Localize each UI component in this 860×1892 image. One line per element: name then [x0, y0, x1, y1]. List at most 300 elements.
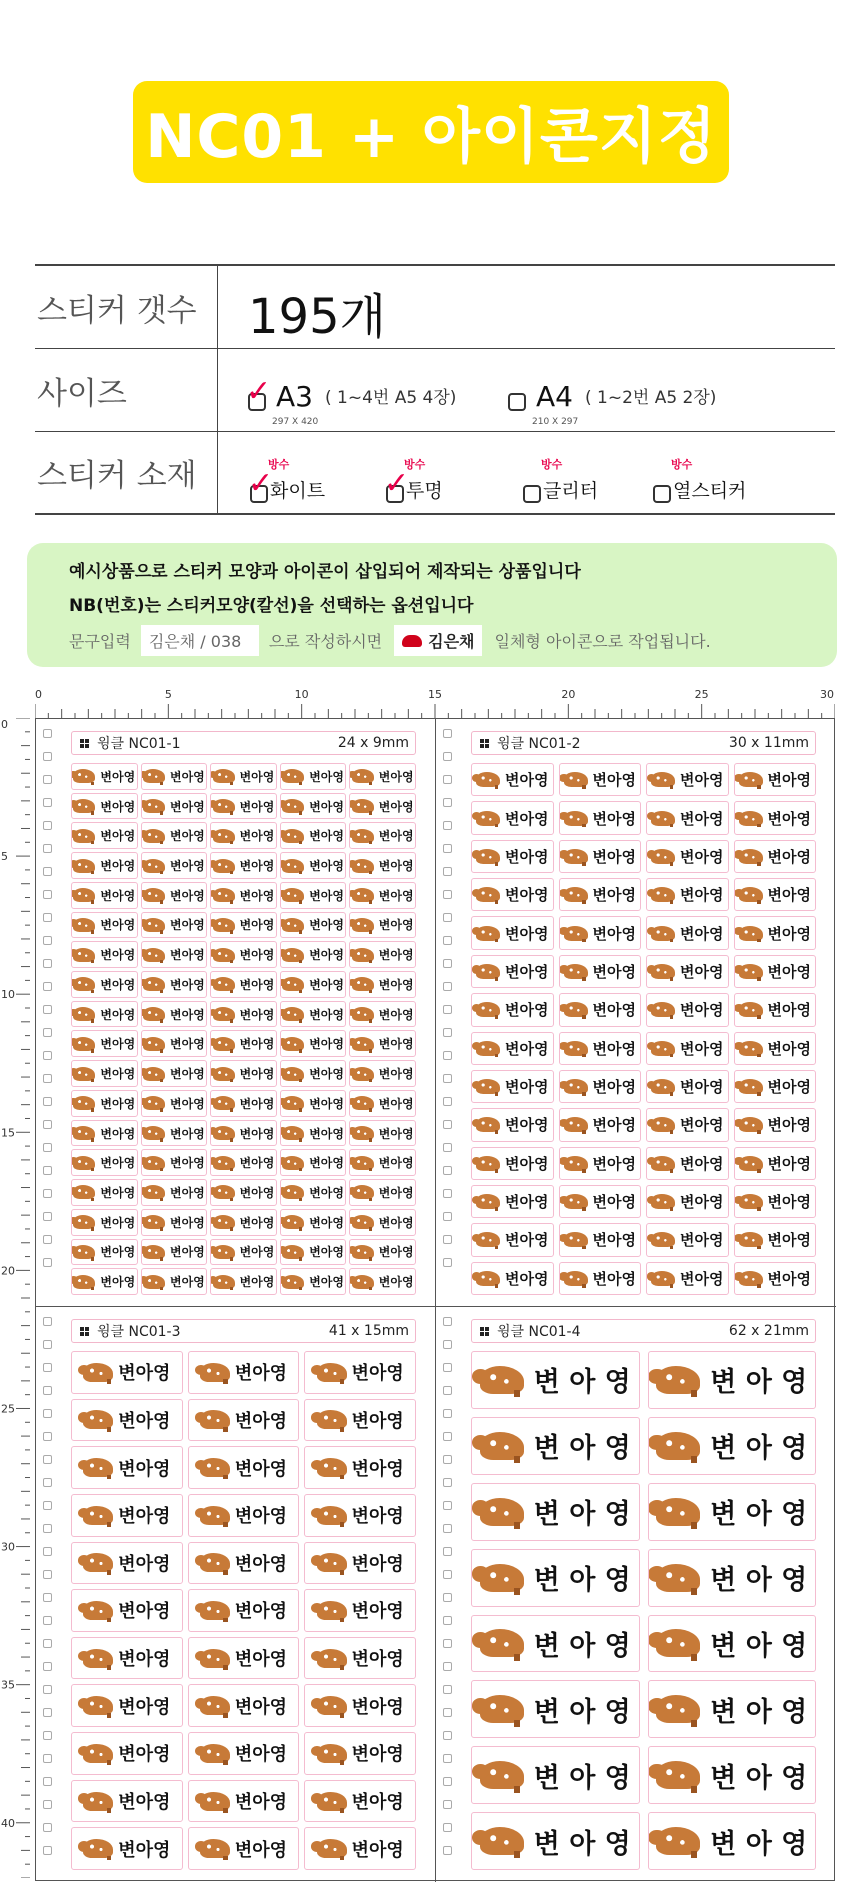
deer-icon [213, 1096, 235, 1110]
name-label [210, 793, 277, 820]
binding-hole [43, 775, 52, 784]
name-label [280, 1120, 347, 1147]
label-name: 변아영 [170, 1275, 205, 1290]
deer-icon [143, 859, 165, 873]
deer-icon [651, 1271, 675, 1286]
deer-icon [213, 1037, 235, 1051]
label-name: 변아영 [351, 1458, 404, 1480]
name-label [559, 1262, 642, 1295]
deer-icon [213, 1275, 235, 1289]
name-label [304, 1589, 416, 1632]
material-checkbox[interactable] [653, 485, 671, 503]
deer-icon [73, 1275, 95, 1289]
name-label [349, 793, 416, 820]
deer-icon [317, 1601, 347, 1620]
sheet-quadrant-1 [36, 719, 436, 1307]
name-label [141, 822, 208, 849]
binding-hole [43, 1258, 52, 1267]
binding-hole [43, 1143, 52, 1152]
waterproof-badge: 방수 [404, 458, 426, 471]
binding-hole [443, 1235, 452, 1244]
label-name: 변아영 [351, 1649, 404, 1671]
material-option-3[interactable] [523, 458, 599, 503]
deer-icon [83, 1696, 113, 1715]
deer-icon [317, 1792, 347, 1811]
deer-icon [651, 849, 675, 864]
deer-icon [213, 1156, 235, 1170]
input-suffix: 일체형 아이콘으로 작업됩니다. [494, 632, 711, 651]
deer-icon [352, 799, 374, 813]
label-name: 변 아 영 [710, 1828, 808, 1860]
ruler-label: 0 [35, 688, 42, 701]
name-label [304, 1827, 416, 1870]
label-name: 변아영 [767, 924, 811, 943]
deer-icon [83, 1839, 113, 1858]
name-label [349, 1090, 416, 1117]
label-name: 변아영 [239, 1126, 275, 1141]
label-name: 변아영 [309, 829, 344, 844]
name-label [71, 1732, 183, 1775]
label-name: 변아영 [378, 948, 414, 963]
label-name: 변아영 [309, 799, 344, 814]
name-label [648, 1417, 817, 1475]
label-name: 변아영 [505, 1001, 549, 1020]
deer-icon [651, 1232, 675, 1247]
label-name: 변아영 [592, 1039, 636, 1058]
binding-holes [43, 729, 53, 1281]
deer-icon [213, 918, 235, 932]
name-label [559, 878, 642, 911]
sheet-code-text: 윙클 NC01-2 [497, 736, 581, 752]
ruler-label: 10 [1, 988, 15, 1002]
name-label [280, 1030, 347, 1057]
label-name: 변아영 [309, 1245, 344, 1260]
size-checkbox[interactable] [246, 374, 272, 411]
deer-icon [73, 1156, 95, 1170]
binding-hole [443, 752, 452, 761]
deer-icon [282, 1096, 304, 1110]
name-label [349, 1001, 416, 1028]
binding-hole [443, 844, 452, 853]
name-label [349, 941, 416, 968]
name-label [280, 1268, 347, 1295]
label-grid [471, 1351, 816, 1870]
label-name: 변아영 [234, 1649, 288, 1671]
name-label [71, 1030, 138, 1057]
waterproof-badge: 방수 [268, 458, 290, 471]
name-label [646, 1185, 729, 1218]
binding-hole [443, 1363, 452, 1372]
deer-icon [73, 799, 95, 813]
deer-icon [73, 977, 95, 991]
label-name: 변 아 영 [533, 1828, 631, 1860]
deer-icon [739, 772, 763, 787]
binding-hole [443, 1501, 452, 1510]
material-checkbox[interactable] [523, 485, 541, 503]
name-label [210, 1268, 277, 1295]
size-checkbox[interactable] [508, 393, 526, 411]
label-name: 변아영 [100, 1096, 136, 1111]
material-option-2[interactable] [384, 458, 443, 503]
name-label [349, 971, 416, 998]
label-name: 변아영 [505, 886, 549, 905]
label-name: 변아영 [239, 1215, 275, 1230]
deer-icon [200, 1696, 230, 1715]
size-dims: 210 X 297 [532, 417, 579, 427]
name-label [188, 1827, 300, 1870]
name-label [646, 1032, 729, 1065]
binding-hole [443, 913, 452, 922]
deer-icon [564, 1041, 588, 1056]
deer-icon [352, 1037, 374, 1051]
material-option-1[interactable] [248, 458, 326, 503]
label-name: 변아영 [100, 1126, 136, 1141]
binding-hole [43, 1616, 52, 1625]
name-label [471, 993, 554, 1026]
deer-icon [651, 926, 675, 941]
name-label [210, 1060, 277, 1087]
deer-icon [480, 1432, 524, 1460]
name-label [210, 1149, 277, 1176]
label-grid [471, 763, 816, 1295]
label-name: 변아영 [351, 1696, 404, 1718]
binding-hole [443, 1708, 452, 1717]
label-name: 변아영 [239, 1096, 275, 1111]
material-name: 화이트 [270, 480, 326, 502]
deer-icon [73, 1215, 95, 1229]
material-checkbox[interactable] [384, 466, 410, 503]
name-label [71, 1827, 183, 1870]
name-label [210, 822, 277, 849]
name-label [280, 882, 347, 909]
binding-hole [43, 821, 52, 830]
label-name: 변아영 [170, 888, 205, 903]
label-name: 변아영 [239, 918, 275, 933]
name-label [471, 1185, 554, 1218]
deer-icon [739, 964, 763, 979]
name-label [349, 822, 416, 849]
label-name: 변아영 [100, 1037, 136, 1052]
binding-hole [43, 798, 52, 807]
label-name: 변아영 [118, 1410, 171, 1432]
name-label [280, 852, 347, 879]
deer-icon [317, 1696, 347, 1715]
name-label [210, 1179, 277, 1206]
deer-icon [83, 1410, 113, 1429]
binding-hole [443, 1409, 452, 1418]
sheet-header [71, 731, 416, 755]
ruler-top [35, 686, 835, 718]
deer-icon [73, 1245, 95, 1259]
deer-icon [651, 811, 675, 826]
deer-icon [476, 1041, 500, 1056]
size-label: 사이즈 [35, 349, 218, 431]
name-label [304, 1542, 416, 1585]
sheet-size: 24 x 9mm [337, 735, 409, 751]
name-label [648, 1549, 817, 1607]
name-label [71, 1149, 138, 1176]
deer-icon [282, 859, 304, 873]
size-row [35, 349, 835, 432]
label-name: 변아영 [592, 1154, 636, 1173]
deer-icon [282, 918, 304, 932]
label-name: 변아영 [100, 769, 136, 784]
deer-icon [83, 1744, 113, 1763]
name-label [71, 1351, 183, 1394]
binding-hole [43, 1212, 52, 1221]
binding-hole [43, 1028, 52, 1037]
name-label [280, 971, 347, 998]
name-label [71, 1494, 183, 1537]
deer-icon [352, 859, 374, 873]
grid-icon [480, 739, 489, 748]
label-name: 변아영 [309, 1275, 344, 1290]
name-label [648, 1746, 817, 1804]
label-name: 변아영 [592, 809, 636, 828]
binding-hole [43, 1524, 52, 1533]
name-label [559, 1032, 642, 1065]
label-name: 변아영 [592, 771, 636, 790]
binding-hole [443, 1777, 452, 1786]
label-name: 변아영 [351, 1839, 404, 1861]
ruler-label: 40 [1, 1816, 15, 1830]
name-label [280, 793, 347, 820]
sheet-size: 30 x 11mm [728, 735, 809, 751]
binding-hole [43, 1754, 52, 1763]
binding-hole [43, 1846, 52, 1855]
size-note: ( 1~4번 A5 4장) [324, 388, 457, 408]
binding-hole [443, 890, 452, 899]
name-label [210, 852, 277, 879]
name-label [734, 1108, 817, 1141]
label-name: 변아영 [170, 1245, 205, 1260]
sheet-quadrant-4 [436, 1307, 836, 1882]
name-label [349, 1120, 416, 1147]
deer-icon [282, 1156, 304, 1170]
size-option-a4[interactable] [508, 380, 717, 427]
label-name: 변아영 [239, 859, 275, 874]
deer-icon [480, 1761, 524, 1789]
label-name: 변 아 영 [710, 1367, 808, 1399]
material-option-4[interactable] [653, 458, 747, 503]
name-label [188, 1542, 300, 1585]
label-name: 변아영 [118, 1792, 171, 1814]
label-name: 변아영 [118, 1696, 171, 1718]
binding-hole [43, 729, 52, 738]
binding-hole [43, 1432, 52, 1441]
name-label [280, 1149, 347, 1176]
deer-icon [480, 1366, 524, 1394]
deer-icon [352, 1007, 374, 1021]
label-name: 변아영 [767, 771, 811, 790]
binding-hole [43, 1708, 52, 1717]
label-name: 변아영 [239, 769, 275, 784]
deer-icon [651, 1079, 675, 1094]
name-label [141, 1179, 208, 1206]
deer-icon [73, 1007, 95, 1021]
deer-icon [200, 1458, 230, 1477]
binding-hole [43, 1777, 52, 1786]
label-name: 변아영 [100, 1245, 136, 1260]
name-label [304, 1780, 416, 1823]
deer-icon [73, 829, 95, 843]
deer-icon [739, 1117, 763, 1132]
deer-icon [317, 1553, 347, 1572]
ruler-label: 35 [1, 1678, 15, 1692]
checkmark-icon: ✓ [246, 374, 272, 409]
binding-hole [43, 752, 52, 761]
deer-icon [282, 769, 304, 783]
result-name: 김은채 [428, 632, 475, 651]
name-label [734, 763, 817, 796]
label-name: 변아영 [170, 1067, 205, 1082]
label-name: 변아영 [234, 1506, 288, 1528]
binding-hole [43, 913, 52, 922]
label-name: 변아영 [100, 829, 136, 844]
binding-hole [43, 1409, 52, 1418]
deer-icon [564, 887, 588, 902]
binding-hole [443, 1212, 452, 1221]
name-label [471, 1812, 640, 1870]
label-name: 변아영 [118, 1458, 171, 1480]
ruler-label: 5 [1, 850, 8, 864]
ruler-label: 15 [428, 688, 442, 701]
label-name: 변아영 [378, 1215, 414, 1230]
binding-hole [443, 1823, 452, 1832]
label-name: 변 아 영 [533, 1499, 631, 1531]
deer-icon [282, 948, 304, 962]
name-label [71, 882, 138, 909]
binding-hole [43, 1074, 52, 1083]
name-label [71, 1001, 138, 1028]
grid-icon [480, 1327, 489, 1336]
label-name: 변아영 [592, 1231, 636, 1250]
name-label [304, 1351, 416, 1394]
deer-icon [200, 1839, 230, 1858]
deer-icon [200, 1744, 230, 1763]
deer-icon [564, 1117, 588, 1132]
deer-icon [282, 977, 304, 991]
name-label [734, 840, 817, 873]
label-name: 변아영 [378, 1185, 414, 1200]
label-name: 변아영 [239, 1245, 275, 1260]
deer-icon [83, 1601, 113, 1620]
label-name: 변아영 [505, 1154, 549, 1173]
label-name: 변아영 [680, 1193, 724, 1212]
ruler-label: 20 [561, 688, 576, 701]
deer-icon [282, 1007, 304, 1021]
label-name: 변아영 [170, 1037, 205, 1052]
material-checkbox[interactable] [248, 466, 274, 503]
deer-icon [651, 1041, 675, 1056]
ruler-label: 5 [164, 688, 172, 701]
binding-hole [43, 936, 52, 945]
name-label [280, 1001, 347, 1028]
binding-hole [43, 1340, 52, 1349]
deer-icon [282, 1275, 304, 1289]
deer-icon [282, 1215, 304, 1229]
deer-icon [143, 1245, 165, 1259]
name-label [210, 763, 277, 790]
deer-icon [352, 1275, 374, 1289]
label-name: 변아영 [309, 1215, 344, 1230]
name-label [349, 852, 416, 879]
name-label [734, 1223, 817, 1256]
ruler-label: 30 [1, 1540, 15, 1554]
label-name: 변아영 [309, 1185, 344, 1200]
binding-hole [443, 1846, 452, 1855]
binding-hole [443, 1662, 452, 1671]
name-label [304, 1399, 416, 1442]
deer-icon [476, 1117, 500, 1132]
label-name: 변아영 [680, 1269, 724, 1288]
label-name: 변아영 [592, 886, 636, 905]
name-label [71, 1060, 138, 1087]
count-value: 195개 [248, 289, 386, 345]
material-name: 투명 [406, 480, 443, 502]
name-label [646, 1262, 729, 1295]
name-label [349, 1030, 416, 1057]
label-name: 변아영 [170, 859, 205, 874]
deer-icon [143, 948, 165, 962]
label-name: 변아영 [505, 1116, 549, 1135]
deer-icon [739, 1232, 763, 1247]
name-label [734, 1070, 817, 1103]
label-name: 변아영 [351, 1792, 404, 1814]
deer-icon [651, 1194, 675, 1209]
binding-hole [43, 1685, 52, 1694]
label-name: 변아영 [505, 1231, 549, 1250]
binding-hole [443, 867, 452, 876]
deer-icon [213, 829, 235, 843]
deer-icon [651, 887, 675, 902]
label-name: 변아영 [309, 1096, 344, 1111]
label-name: 변아영 [118, 1553, 171, 1575]
name-label [471, 1746, 640, 1804]
size-option-a3[interactable] [246, 374, 457, 427]
deer-icon [564, 1271, 588, 1286]
binding-hole [443, 1685, 452, 1694]
deer-icon [564, 1079, 588, 1094]
label-name: 변아영 [100, 918, 136, 933]
label-name: 변아영 [505, 1193, 549, 1212]
label-name: 변아영 [378, 1067, 414, 1082]
label-name: 변 아 영 [533, 1367, 631, 1399]
deer-icon [317, 1744, 347, 1763]
deer-icon [143, 1126, 165, 1140]
deer-icon [213, 1245, 235, 1259]
deer-icon [200, 1649, 230, 1668]
deer-icon [317, 1506, 347, 1525]
label-name: 변아영 [767, 809, 811, 828]
deer-icon [143, 888, 165, 902]
deer-icon [213, 1215, 235, 1229]
deer-icon [213, 1126, 235, 1140]
label-name: 변아영 [351, 1506, 404, 1528]
deer-icon [83, 1792, 113, 1811]
name-label [141, 1001, 208, 1028]
name-label [71, 1209, 138, 1236]
sheet-code-text: 윙클 NC01-3 [97, 1324, 181, 1340]
name-label [71, 763, 138, 790]
deer-icon [739, 1194, 763, 1209]
deer-icon [73, 948, 95, 962]
name-label [471, 1070, 554, 1103]
binding-hole [443, 1547, 452, 1556]
name-label [471, 1351, 640, 1409]
binding-hole [443, 1432, 452, 1441]
binding-hole [443, 1754, 452, 1763]
